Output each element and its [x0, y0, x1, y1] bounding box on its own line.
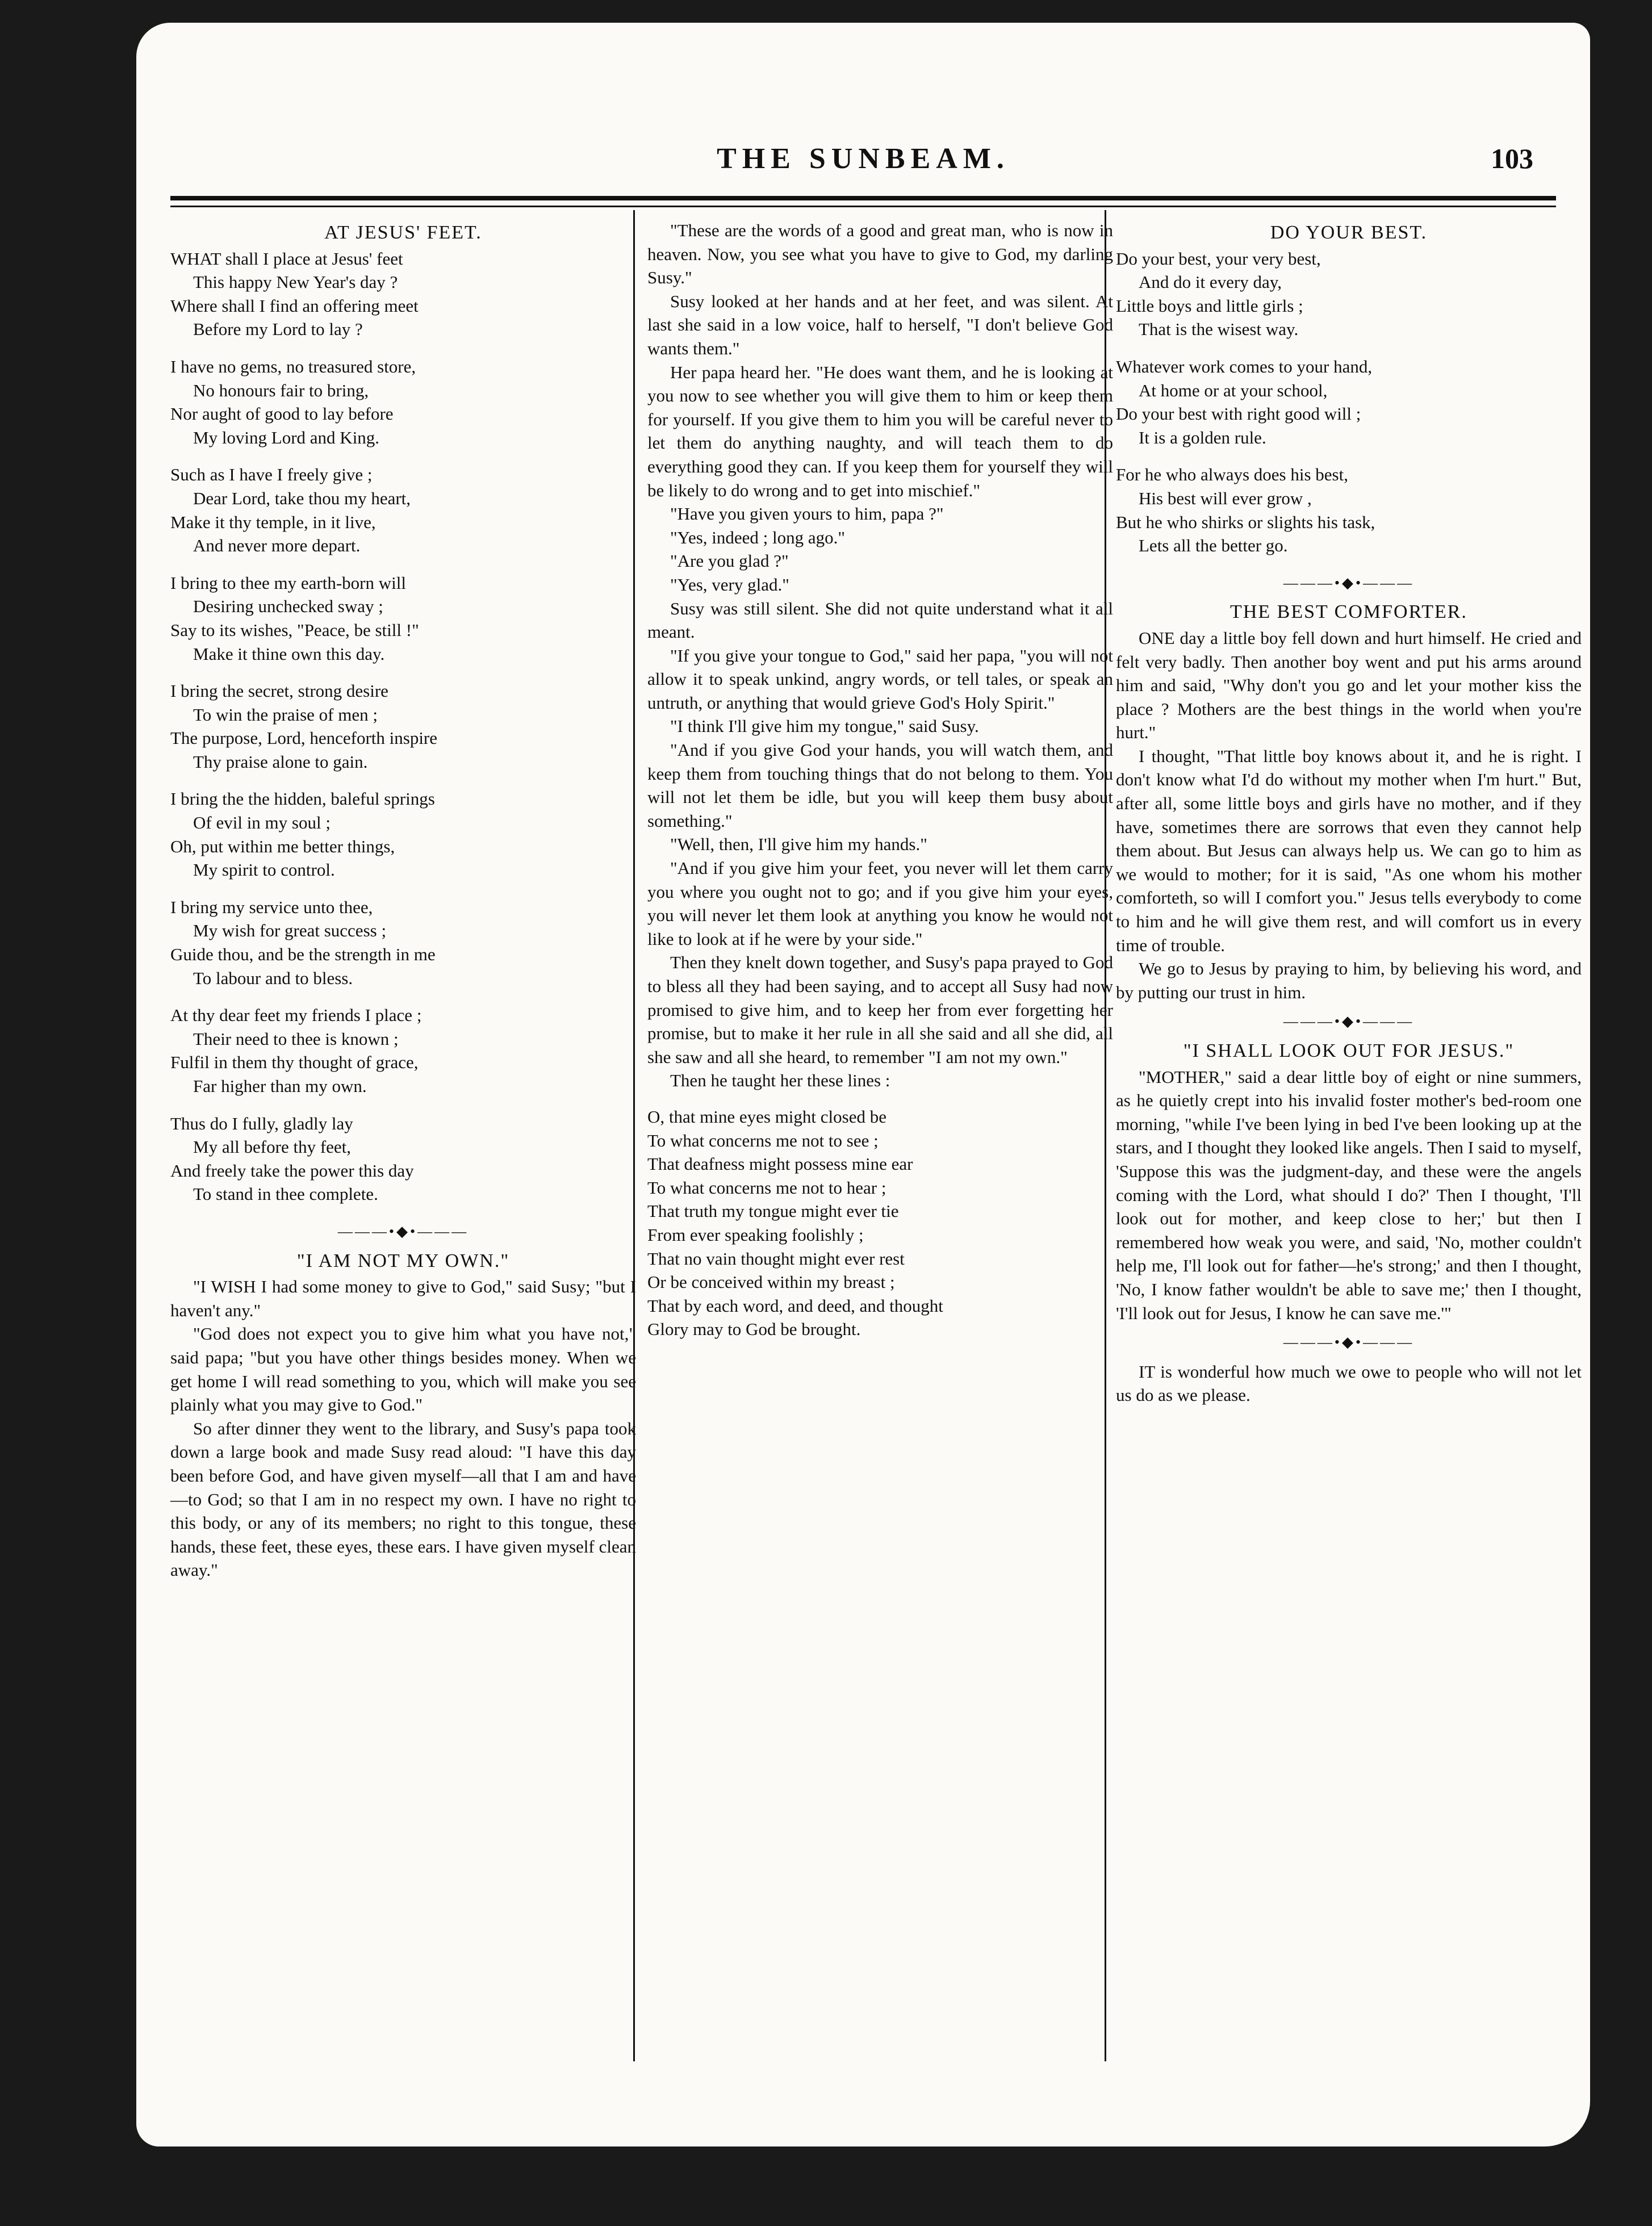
poem-line: To what concerns me not to see ;	[647, 1130, 879, 1150]
article-best-comforter	[1116, 626, 1582, 1005]
poem-line: Desiring unchecked sway ;	[193, 596, 383, 617]
poem-at-jesus-feet	[170, 247, 636, 1206]
story-not-my-own	[170, 1275, 636, 1582]
poem-line: I bring the the hidden, baleful springs	[170, 789, 435, 809]
stanza	[170, 571, 636, 666]
article-title-best-comforter: THE BEST COMFORTER.	[1230, 601, 1467, 623]
poem-line: Say to its wishes, "Peace, be still !"	[170, 620, 419, 640]
paragraph: So after dinner they went to the library, and Susy's papa took down a large book and made Susy read aloud: "I have this day been before God, and have given myself—all that I am and have—to God; so that I am in no respect my own. I have no right to this body, or any of its members; no right to this tongue, these hands, these feet, these eyes, these ears. I have given myself clean away."	[170, 1418, 636, 1580]
paragraph: ONE day a little boy fell down and hurt himself. He cried and felt very badly. Then another boy went and put his arms around him and said, "Why don't you go and let your mother kiss the place ? Mothers are the best things in the world when you're hurt."	[1116, 627, 1582, 743]
poem-line: At thy dear feet my friends I place ;	[170, 1005, 422, 1026]
poem-that-mine-eyes	[647, 1105, 1113, 1341]
page-number: 103	[1491, 143, 1533, 174]
poem-line: That by each word, and deed, and thought	[647, 1295, 943, 1316]
poem-line: Their need to thee is known ;	[193, 1028, 399, 1049]
poem-line: That truth my tongue might ever tie	[647, 1201, 899, 1221]
ornament-divider: ———•◆•———	[1283, 1334, 1415, 1351]
poem-line: For he who always does his best,	[1116, 465, 1348, 485]
article-title-look-out-for-jesus: "I SHALL LOOK OUT FOR JESUS."	[1183, 1040, 1515, 1061]
poem-line: Make it thine own this day.	[193, 643, 385, 664]
stanza	[170, 247, 636, 341]
column-2	[647, 219, 1113, 1341]
poem-line: Before my Lord to lay ?	[193, 319, 363, 340]
column-3	[1116, 219, 1582, 1407]
poem-line: Make it thy temple, in it live,	[170, 512, 376, 532]
paragraph: IT is wonderful how much we owe to people who will not let us do as we please.	[1116, 1361, 1582, 1405]
poem-line: Nor aught of good to lay before	[170, 404, 394, 424]
paragraph: Susy was still silent. She did not quite understand what it all meant.	[647, 598, 1113, 642]
stanza	[1116, 355, 1582, 449]
header-rule	[170, 196, 1556, 200]
paragraph: I thought, "That little boy knows about it, and he is right. I don't know what I'd do without my mother when I'm hurt." But, after all, some little boys and girls have no mother, and if they have, sometimes there are sorrows that even they cannot help them about. But Jesus can always help us. We can go to him as we would to mother; for it is said, "As one whom his mother comforteth, so will I comfort you." Jesus tells everybody to come to him and he will give them rest, and will comfort us in every time of trouble.	[1116, 746, 1582, 955]
page-header	[170, 142, 1556, 193]
stanza	[170, 463, 636, 557]
poem-line: I have no gems, no treasured store,	[170, 356, 416, 376]
poem-line: Whatever work comes to your hand,	[1116, 356, 1373, 376]
poem-line: WHAT shall I place at Jesus' feet	[170, 248, 403, 269]
stanza	[1116, 247, 1582, 341]
stanza	[170, 355, 636, 449]
story-title-not-my-own: "I AM NOT MY OWN."	[296, 1250, 510, 1271]
poem-line: It is a golden rule.	[1139, 427, 1266, 447]
poem-line: Do your best, your very best,	[1116, 248, 1321, 269]
paragraph: "I think I'll give him my tongue," said Susy.	[670, 716, 979, 737]
paragraph: "Well, then, I'll give him my hands."	[670, 834, 927, 855]
paragraph: "Yes, very glad."	[670, 574, 789, 595]
poem-line: That deafness might possess mine ear	[647, 1154, 913, 1174]
poem-line: Lets all the better go.	[1139, 535, 1288, 556]
ornament-divider: ———•◆•———	[337, 1223, 469, 1240]
poem-line: Guide thou, and be the strength in me	[170, 944, 436, 965]
paragraph: We go to Jesus by praying to him, by believing his word, and by putting our trust in him.	[1116, 959, 1582, 1002]
masthead-title: THE SUNBEAM.	[717, 143, 1010, 175]
poem-line: Thus do I fully, gladly lay	[170, 1113, 353, 1133]
story-continued	[647, 219, 1113, 1093]
poem-line: Glory may to God be brought.	[647, 1319, 861, 1340]
paragraph: "And if you give him your feet, you never will let them carry you where you ought not to go; and if you give him your eyes, you will never let them look at anything you know he would not like to look at if he were by your side."	[647, 858, 1113, 949]
poem-line: From ever speaking foolishly ;	[647, 1224, 864, 1245]
paragraph: "God does not expect you to give him what you have not," said papa; "but you have other things besides money. When we get home I will read something to you, which will make you see plainly what you may give to God."	[170, 1324, 636, 1415]
paragraph: "Are you glad ?"	[670, 551, 789, 571]
paragraph: "I WISH I had some money to give to God," said Susy; "but I haven't any."	[170, 1277, 636, 1320]
poem-line: Do your best with right good will ;	[1116, 404, 1361, 424]
ornament-divider: ———•◆•———	[1283, 574, 1415, 591]
poem-line: That is the wisest way.	[1139, 319, 1299, 340]
poem-line: Of evil in my soul ;	[193, 813, 331, 833]
paragraph: Then he taught her these lines :	[670, 1070, 890, 1091]
stanza	[170, 679, 636, 773]
poem-line: This happy New Year's day ?	[193, 272, 398, 292]
paragraph: "Yes, indeed ; long ago."	[670, 527, 846, 547]
poem-line: Dear Lord, take thou my heart,	[193, 488, 411, 508]
poem-line: And freely take the power this day	[170, 1160, 414, 1181]
poem-do-your-best	[1116, 247, 1582, 558]
closing-paragraph	[1116, 1360, 1582, 1407]
poem-line: I bring to thee my earth-born will	[170, 572, 406, 593]
ornament-divider: ———•◆•———	[1283, 1013, 1415, 1030]
poem-line: My wish for great success ;	[193, 920, 387, 941]
poem-line: Such as I have I freely give ;	[170, 465, 373, 485]
paragraph: "Have you given yours to him, papa ?"	[670, 504, 944, 524]
paragraph: "And if you give God your hands, you will watch them, and keep them from touching things that do not belong to them. You will not let them be idle, but you will keep them busy about something."	[647, 740, 1113, 831]
paragraph: Then they knelt down together, and Susy's papa prayed to God to bless all they had been saying, and to accept all Susy had now promised to give him, and to keep her from ever forgetting her promise, but to make it her rule in all she said and all she did, all she saw and all she heard, to remember "I am not my own."	[647, 952, 1113, 1067]
poem-line: To what concerns me not to hear ;	[647, 1177, 886, 1198]
poem-line: I bring the secret, strong desire	[170, 681, 388, 701]
poem-line: My all before thy feet,	[193, 1137, 352, 1157]
paragraph: Her papa heard her. "He does want them, and he is looking at you now to see whether you will give them to him or keep them for yourself. If you give them to him you will be careful never to let them do anything naughty, and will teach them to do everything good they can. If you keep them for yourself they will be likely to do wrong and to get into mischief."	[647, 362, 1113, 500]
poem-line: I bring my service unto thee,	[170, 897, 373, 917]
poem-line: Far higher than my own.	[193, 1076, 367, 1096]
stanza	[170, 787, 636, 881]
poem-line: His best will ever grow ,	[1139, 488, 1312, 508]
poem-line: Little boys and little girls ;	[1116, 295, 1303, 316]
poem-line: To win the praise of men ;	[193, 704, 378, 725]
poem-line: My loving Lord and King.	[193, 427, 380, 447]
poem-line: To labour and to bless.	[193, 968, 353, 988]
poem-line: At home or at your school,	[1139, 380, 1328, 400]
article-look-out-for-jesus	[1116, 1065, 1582, 1325]
paragraph: "These are the words of a good and great man, who is now in heaven. Now, you see what you have to give to God, my darling Susy."	[647, 220, 1113, 288]
paragraph: "If you give your tongue to God," said her papa, "you will not allow it to speak unkind, angry words, or tell tales, or speak an untruth, or anything that would grieve God's Holy Spirit."	[647, 645, 1113, 713]
poem-line: To stand in thee complete.	[193, 1184, 378, 1204]
poem-title-at-jesus-feet: AT JESUS' FEET.	[324, 222, 482, 243]
poem-line: Or be conceived within my breast ;	[647, 1272, 895, 1292]
poem-line: O, that mine eyes might closed be	[647, 1106, 886, 1127]
header-rule-thin	[170, 206, 1556, 207]
poem-line: The purpose, Lord, henceforth inspire	[170, 728, 438, 748]
poem-line: That no vain thought might ever rest	[647, 1248, 905, 1269]
poem-line: Where shall I find an offering meet	[170, 295, 419, 316]
poem-line: My spirit to control.	[193, 860, 335, 880]
column-1	[170, 219, 636, 1582]
poem-line: And never more depart.	[193, 535, 361, 556]
poem-line: But he who shirks or slights his task,	[1116, 512, 1375, 532]
stanza	[170, 1112, 636, 1206]
poem-title-do-your-best: DO YOUR BEST.	[1270, 222, 1428, 243]
poem-line: And do it every day,	[1139, 272, 1282, 292]
poem-line: Thy praise alone to gain.	[193, 751, 368, 772]
paragraph: "MOTHER," said a dear little boy of eight or nine summers, as he quietly crept into his invalid foster mother's bed-room one morning, "while I've been lying in bed I've been looking up at the stars, and I thought they looked like angels. Then I said to myself, 'Suppose this was the judgment-day, and these were the angels coming with the Lord, what should I do?' Then I thought, 'I'll look out for mother, and keep close to her;' but then I remembered how weak you were, and said, 'No, mother couldn't help me, I'll look out for father—he's strong;' and then I thought, 'No, I know father wouldn't be able to save me;' then I thought, 'I'll look out for Jesus, I know he can save me.'"	[1116, 1066, 1582, 1323]
poem-line: Oh, put within me better things,	[170, 836, 395, 856]
stanza	[1116, 463, 1582, 557]
poem-line: Fulfil in them thy thought of grace,	[170, 1052, 419, 1073]
stanza	[170, 896, 636, 990]
paragraph: Susy looked at her hands and at her feet, and was silent. At last she said in a low voice, half to herself, "I don't believe God wants them."	[647, 291, 1113, 358]
poem-line: No honours fair to bring,	[193, 380, 369, 400]
stanza	[170, 1003, 636, 1098]
